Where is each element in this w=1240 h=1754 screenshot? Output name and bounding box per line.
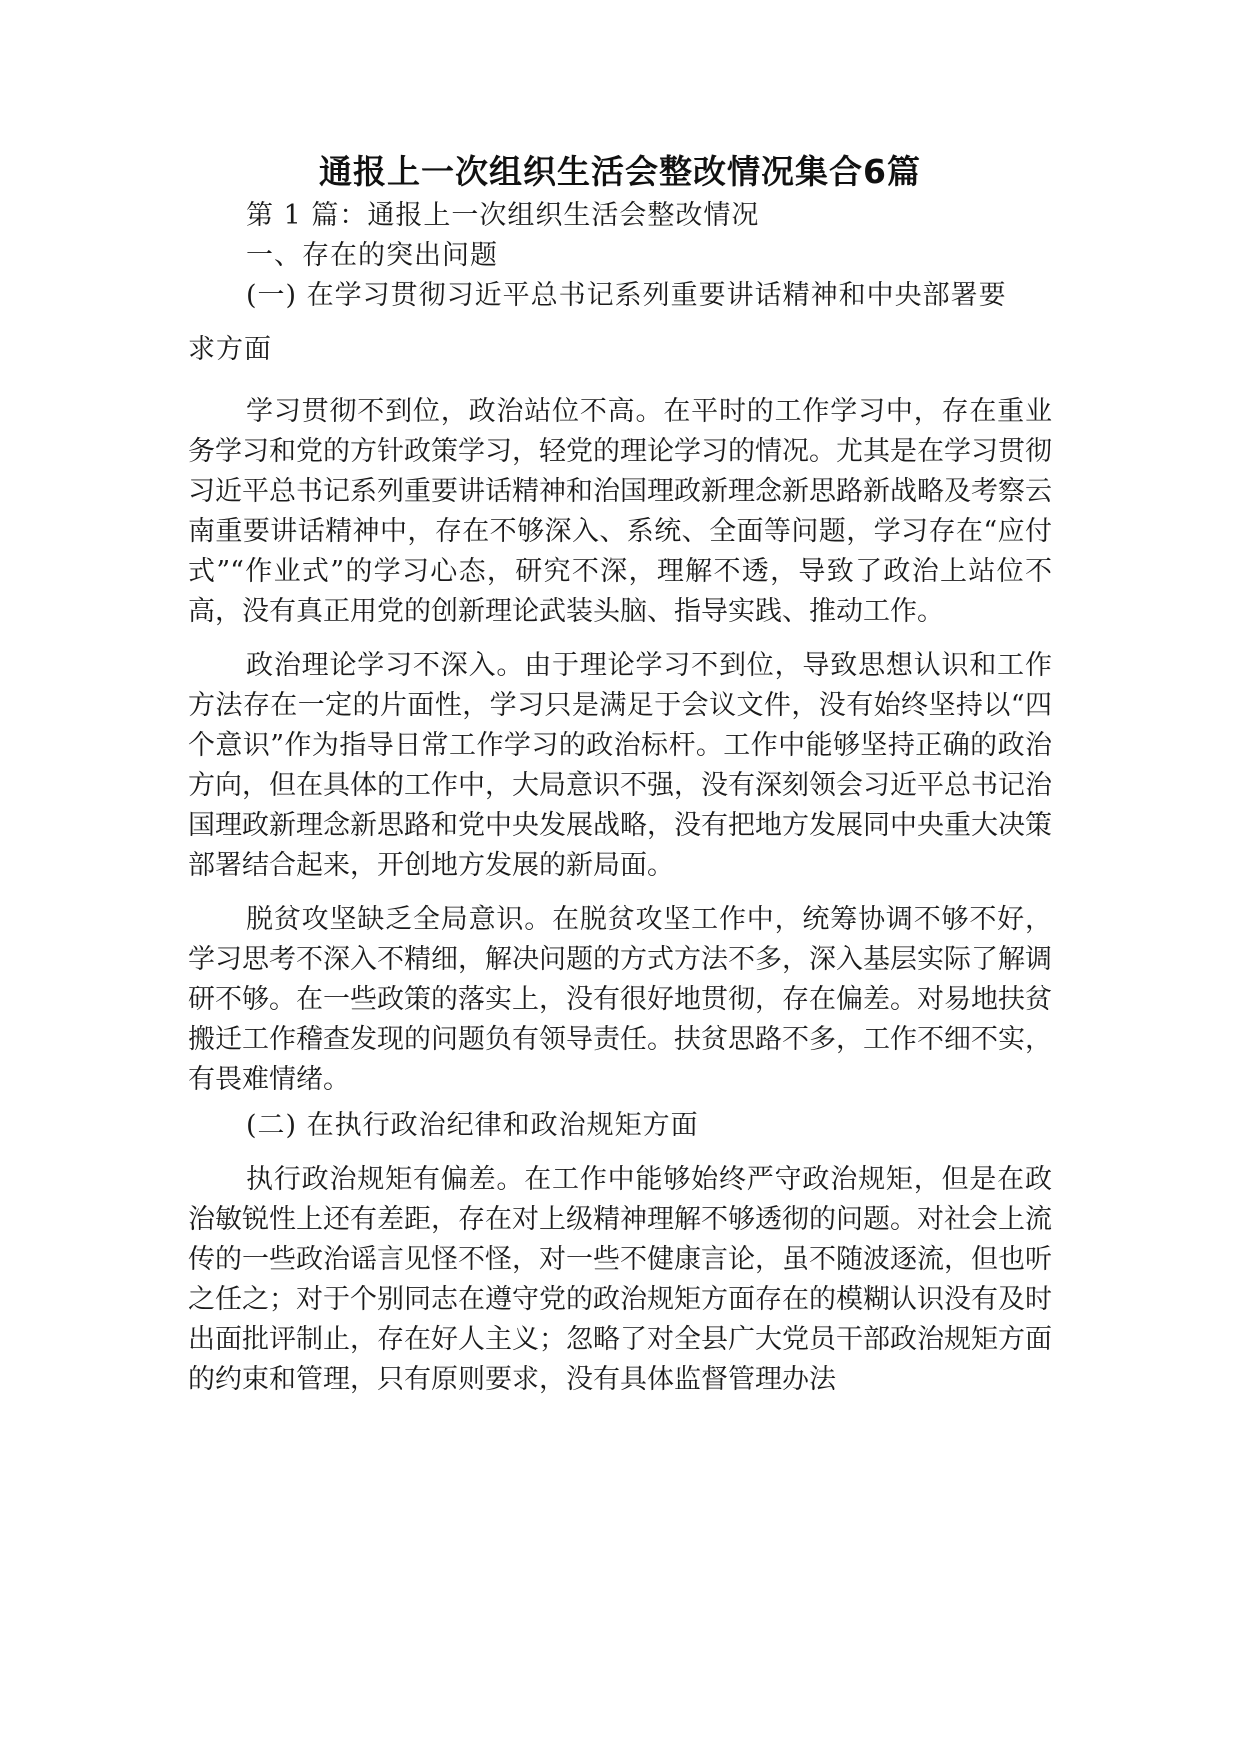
body-paragraph: 执行政治规矩有偏差。在工作中能够始终严守政治规矩，但是在政治敏锐性上还有差距，存在对上级精神理解不够透彻的问题。对社会上流传的一些政治谣言见怪不怪，对一些不健康言论，虽不随波逐流，但也听之任之；对于个别同志在遵守党的政治规矩方面存在的模糊认识没有及时出面批评制止，存在好人主义；忽略了对全县广大党员干部政治规矩方面的约束和管理，只有原则要求，没有具体监督管理办法 (188, 1164, 1052, 1395)
chapter-heading: 第 1 篇：通报上一次组织生活会整改情况 (246, 200, 760, 231)
document-title: 通报上一次组织生活会整改情况集合6篇 (319, 152, 921, 191)
body-paragraph: 政治理论学习不深入。由于理论学习不到位，导致思想认识和工作方法存在一定的片面性，学习只是满足于会议文件，没有始终坚持以“四个意识”作为指导日常工作学习的政治标杆。工作中能够坚持正确的政治方向，但在具体的工作中，大局意识不强，没有深刻领会习近平总书记治国理政新理念新思路和党中央发展战略，没有把地方发展同中央重大决策部署结合起来，开创地方发展的新局面。 (188, 650, 1052, 881)
body-paragraph: 脱贫攻坚缺乏全局意识。在脱贫攻坚工作中，统筹协调不够不好，学习思考不深入不精细，解决问题的方式方法不多，深入基层实际了解调研不够。在一些政策的落实上，没有很好地贯彻，存在偏差。对易地扶贫搬迁工作稽查发现的问题负有领导责任。扶贫思路不多，工作不细不实，有畏难情绪。 (188, 904, 1052, 1095)
subsection-heading-one-line2: 求方面 (188, 334, 272, 365)
section-heading-one: 一、存在的突出问题 (246, 240, 498, 271)
subsection-heading-two: (二) 在执行政治纪律和政治规矩方面 (246, 1110, 699, 1141)
body-paragraph: 学习贯彻不到位，政治站位不高。在平时的工作学习中，存在重业务学习和党的方针政策学习，轻党的理论学习的情况。尤其是在学习贯彻习近平总书记系列重要讲话精神和治国理政新理念新思路新战略及考察云南重要讲话精神中，存在不够深入、系统、全面等问题，学习存在“应付式”“作业式”的学习心态，研究不深，理解不透，导致了政治上站位不高，没有真正用党的创新理论武装头脑、指导实践、推动工作。 (188, 396, 1052, 627)
document-body (188, 196, 1052, 1400)
subsection-heading-one-line1: (一) 在学习贯彻习近平总书记系列重要讲话精神和中央部署要 (246, 280, 1007, 311)
